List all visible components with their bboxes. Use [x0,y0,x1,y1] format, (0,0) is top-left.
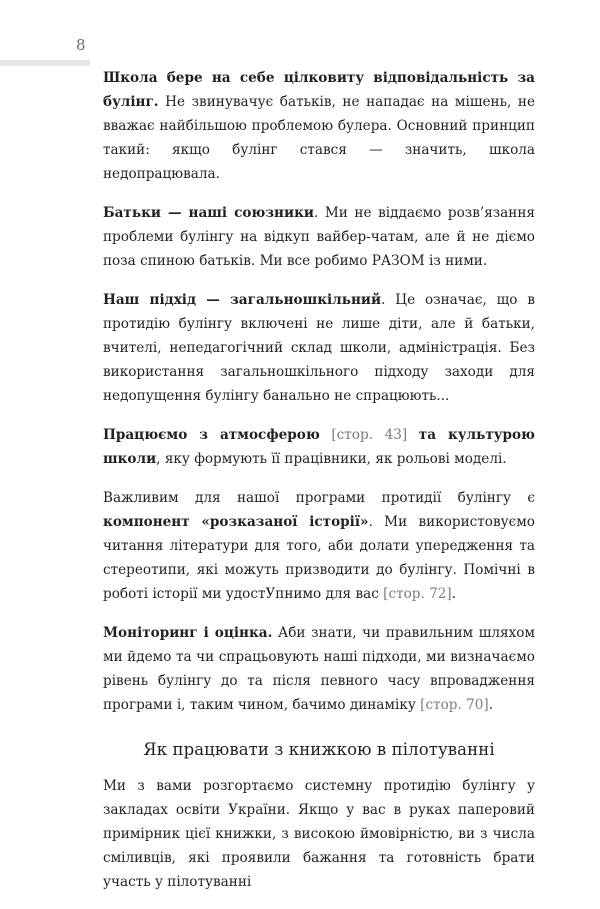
header-rule [0,60,90,66]
page-reference: [стор. 43] [331,427,408,443]
paragraph-text-after: . [451,586,457,602]
page-reference: [стор. 72] [383,586,452,602]
paragraph-text: . Це означає, що в протидію булінгу включені не лише діти, але й батьки, вчителі, непедагогічний склад школи, адміністрація. Без використання загальношкільного підходу заходи для недопущення булінгу банально не спрацюють... [103,292,535,404]
bold-lead: Моніторинг і оцінка. [103,625,273,641]
bold-term: компонент «розказаної історії» [103,514,369,530]
paragraph-text-after: . [488,697,494,713]
page-body [103,66,535,909]
paragraph-atmosphere-culture [103,423,535,471]
bold-lead: Працюємо з атмосферою [103,427,320,443]
paragraph-text: Аби знати, чи правильним шляхом ми йдемо та чи спрацьовують наші підходи, ми визначаємо рівень булінгу до та після певного часу впровадження програми і, таким чином, бачимо динаміку [103,625,536,713]
section-paragraph: Ми з вами розгортаємо системну протидію булінгу у закладах освіти України. Якщо у вас в руках паперовий примірник цієї книжки, з високою ймовірністю, ви з числа сміливців, які проявили бажання та готовність брати участь у пілотуванні [103,778,535,890]
paragraph-text: . Ми використовуємо читання літератури для того, аби долати упередження та стереотипи, які можуть призводити до булінгу. Помічні в роботі історії ми удостУпнимо для вас [103,514,535,602]
paragraph-school-responsibility [103,66,535,186]
bold-lead-second: та культурою школи [103,427,535,467]
paragraph-text: , яку формують її працівники, як рольові моделі. [156,451,507,467]
bold-lead: Наш підхід — загальношкільний [103,292,382,308]
bold-lead: Батьки — наші союзники [103,205,314,221]
paragraph-whole-school-approach [103,288,535,408]
paragraph-parents-allies [103,201,535,273]
page-reference: [стор. 70] [420,697,489,713]
section-heading: Як працювати з книжкою в пілотуванні [143,740,495,759]
page-number: 8 [76,36,86,54]
paragraph-text: Не звинувачує батьків, не нападає на мішень, не вважає найбільшою проблемою булера. Основний принцип такий: якщо булінг стався — значить, школа недопрацювала. [103,94,535,182]
paragraph-told-story [103,486,535,606]
paragraph-monitoring [103,621,535,717]
paragraph-text: . Ми не віддаємо розв’язання проблеми булінгу на відкуп вайбер-чатам, але й не діємо поза спиною батьків. Ми все робимо РАЗОМ із ними. [103,205,535,269]
bold-lead: Школа бере на себе цілковиту відповідальність за булінг. [103,70,535,110]
paragraph-text-before: Важливим для нашої програми протидії булінгу є [103,490,535,506]
